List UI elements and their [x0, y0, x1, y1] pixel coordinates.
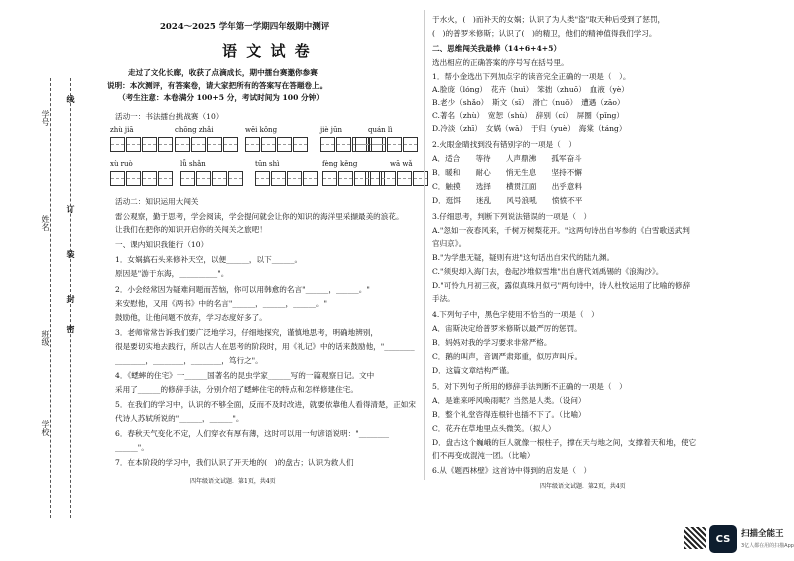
option: C．鹅的叫声，音调严肃郑重，似厉声叫斥。 — [432, 352, 583, 361]
qr-code-icon — [684, 527, 706, 549]
option: D．这篇文章结构严谨。 — [432, 366, 515, 375]
seal-word: 装 — [66, 250, 76, 259]
part2-intro: 选出相应的正确答案的序号写在括号里。 — [432, 58, 569, 67]
seal-word: 订 — [66, 205, 76, 214]
pinyin-label: xù ruò — [110, 160, 133, 168]
option: C．花卉在草地里点头微笑。（拟人） — [432, 424, 556, 433]
option-cont: 官归京》。 — [432, 239, 467, 248]
school-label: 学校 — [41, 420, 50, 436]
question-6: 6．春秋天气变化不定，人们穿衣有厚有薄，这时可以用一句谚语说明："________ — [115, 429, 390, 438]
option: A．宙斯决定给普罗米修斯以最严厉的惩罚。 — [432, 324, 582, 333]
option: B."为学患无疑，疑则有进"这句话出自宋代的陆九渊。 — [432, 253, 615, 262]
pinyin-label: chōng zhǎi — [175, 126, 214, 134]
question-5: 5．在我们的学习中，认识的不够全面，反而不及时改进，就要依靠他人看得清楚，正如宋 — [115, 400, 416, 409]
question-3-cont: 很是要切实地去践行，所以古人在思考的阶段时，用《礼记》中的话来鼓励他，"________ — [115, 342, 415, 351]
pinyin-label: jiè jūn — [320, 126, 342, 134]
activity1-title: 活动一：书法擂台挑战赛（10） — [115, 112, 224, 121]
question-6-cont: ______"。 — [115, 443, 149, 452]
question-1-cont: 原因是"游于东海，__________"。 — [115, 269, 229, 278]
answer-grid[interactable] — [255, 171, 319, 186]
pinyin-label: tūn shì — [255, 160, 280, 168]
r-question-6: 6.从《题西林壁》这首诗中得到的启发是（ ） — [432, 466, 592, 475]
option: D.冷淡（zhī） 女娲（wā） 于归（yuè） 海棠（táng） — [432, 124, 627, 133]
option: A.脸庞（lóng） 花卉（huì） 笨拙（zhuō） 血液（yè） — [432, 85, 629, 94]
question-4-cont: 采用了______的修辞手法，分别介绍了蟋蟀住宅的特点和怎样修建住宅。 — [115, 385, 358, 394]
r-question-2: 2.火眼金睛找到没有错别字的一项是（ ） — [432, 140, 576, 149]
pinyin-label: wēi kǒng — [245, 126, 278, 134]
binding-line-outer — [50, 78, 51, 518]
question-2-cont: 来安慰他，又用《两书》中的名言"______，______，______。" — [115, 299, 328, 308]
r-question-4: 4.下列句子中，黑色字使用不恰当的一项是（ ） — [432, 310, 599, 319]
option: B.老少（shǎo） 斯文（sī） 滑亡（nuǒ） 遭遇（zāo） — [432, 98, 625, 107]
answer-grid[interactable] — [180, 171, 244, 186]
number-label: 学号 — [41, 110, 50, 126]
seal-word: 密 — [66, 325, 76, 334]
name-label: 姓名 — [41, 215, 50, 231]
part1-title: 一、课内知识我能行（10） — [115, 240, 209, 249]
note-line-2: （考生注意：本卷满分 100+5 分，考试时间为 100 分钟） — [118, 93, 324, 102]
option: D．盘古这个巍峨的巨人就像一根柱子，撑在天与地之间，支撑着天和地，使它 — [432, 438, 697, 447]
option: D."可怜九月初三夜，露似真珠月似弓"两句诗中，诗人杜牧运用了比喻的修辞 — [432, 281, 691, 290]
pinyin-label: zhù jiā — [110, 126, 134, 134]
right-cont-1: 于水火，( )而补天的女娲；认识了为人类"盗"取天种后受到了惩罚， — [432, 15, 666, 24]
question-1: 1．女娲搞石头来修补天空，以便______，以下______。 — [115, 255, 303, 264]
option: C.著名（zhù） 宽恕（shù） 辞别（cí） 屏圈（pǐng） — [432, 111, 625, 120]
r-question-1: 1．帮小金选出下列加点字的读音完全正确的一项是（ ）。 — [432, 72, 631, 81]
binding-margin — [0, 0, 100, 561]
seal-word: 线 — [66, 95, 76, 104]
footer-left: 四年级语文试题．第1页，共4页 — [190, 478, 276, 485]
activity2-intro-2: 让我们在把你的知识开启你的关闯关之旅吧！ — [115, 225, 267, 234]
scanner-logo: CS — [709, 525, 737, 553]
option: C."须臾却入海门去，卷起沙堆似雪堆"出自唐代刘禹锡的《浪淘沙》。 — [432, 267, 664, 276]
option: D．逛饵 迷乱 风号浪吼 愤愤不平 — [432, 196, 583, 205]
answer-grid[interactable] — [365, 171, 429, 186]
answer-grid[interactable] — [110, 171, 174, 186]
option: C．触摸 选择 横贯江面 出乎意料 — [432, 182, 583, 191]
footer-right: 四年级语文试题．第2页，共4页 — [540, 483, 626, 490]
part2-title: 二、思维闯关我最棒（14+6+4+5） — [432, 44, 562, 53]
answer-grid[interactable] — [355, 137, 419, 152]
scanner-name: 扫描全能王 — [741, 529, 784, 539]
answer-grid[interactable] — [175, 137, 239, 152]
question-3: 3．老师常常告诉我们要广泛地学习，仔细地探究，谨慎地思考，明确地辨别， — [115, 328, 379, 337]
option: B．暖和 耐心 悄无生息 坚持不懈 — [432, 168, 582, 177]
option: B．整个礼堂咨得连根针也插不下了。（比喻） — [432, 410, 586, 419]
seal-word: 封 — [66, 295, 76, 304]
option: A．适合 等待 人声鼎沸 孤军奋斗 — [432, 154, 582, 163]
subject-title: 语 文 试 卷 — [222, 42, 312, 60]
scanner-slogan: 3亿人都在用的扫描App — [741, 543, 794, 549]
question-4: 4．《蟋蟀的住宅》一______国著名的昆虫学家______写的一篇观察日记。文中 — [115, 371, 375, 380]
pinyin-label: wā wǎ — [390, 160, 413, 168]
question-5-cont: 代诗人苏轼所说的"______，______"。 — [115, 414, 244, 423]
option-cont: 手法。 — [432, 294, 455, 303]
exam-title: 2024～2025 学年第一学期四年级期中测评 — [160, 22, 330, 32]
r-question-5: 5．对下列句子所用的修辞手法判断不正确的一项是（ ） — [432, 382, 627, 391]
motto: 走过了文化长廊，收获了点滴成长，期中擂台赛邀你参赛 — [128, 68, 318, 77]
option: B．妈妈对我的学习要求非常严格。 — [432, 338, 552, 347]
right-cont-2: ( )的普罗米修斯；认识了( )的精卫，他们的精神值得我们学习。 — [432, 29, 657, 38]
question-2-cont: 鼓励他，让他问题不放弃，学习态度好多了。 — [115, 313, 267, 322]
answer-grid[interactable] — [245, 137, 309, 152]
pinyin-label: fèng kěng — [322, 160, 358, 168]
option: A."忽如一夜春风来，千树万树梨花开。"这两句诗出自岑参的《白雪歌送武判 — [432, 226, 690, 235]
class-label: 班级 — [41, 330, 50, 346]
page-divider — [424, 10, 425, 480]
activity2-title: 活动二：知识运用大闯关 — [115, 197, 199, 206]
question-2: 2．小会经常因为疑难问题而苦恼，你可以用韩愈的名言"______，______。" — [115, 285, 370, 294]
question-3-cont: ________，________，________，笃行之"。 — [115, 356, 263, 365]
r-question-3: 3.仔细思考，判断下列说法错误的一项是（ ） — [432, 212, 592, 221]
option-cont: 们不再变成混沌一团。（比喻） — [432, 451, 535, 460]
pinyin-label: quán lì — [368, 126, 393, 134]
question-7: 7．在本阶段的学习中，我们认识了开天地的( )的盘古；认识为救人们 — [115, 458, 354, 467]
activity2-intro-1: 雷公观察，勤于思考，学会阅读，学会提问就会让你的知识的海洋里采撷最美的浪花。 — [115, 212, 404, 221]
note-line-1: 说明：本次测评，有答案卷，请大家把所有的答案写在答题卷上。 — [107, 81, 328, 90]
answer-grid[interactable] — [110, 137, 174, 152]
option: A．是谁来呼风唤雨呢？当然是人类。（设问） — [432, 396, 586, 405]
pinyin-label: lǚ shǎn — [180, 160, 206, 168]
